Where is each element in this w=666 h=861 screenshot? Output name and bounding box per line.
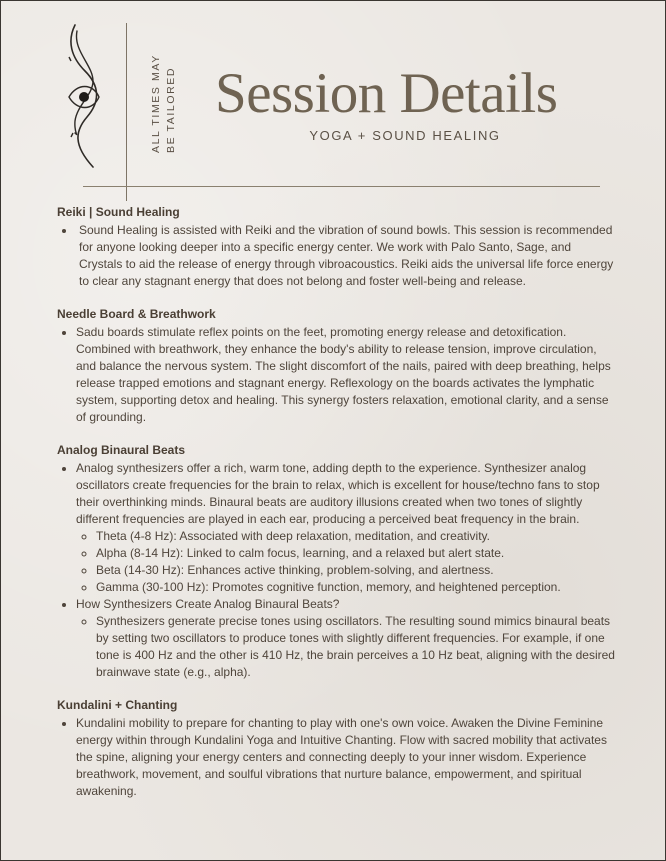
sub-bullet-list (76, 528, 617, 596)
list-item: • Sound Healing is assisted with Reiki and the vibration of sound bowls. This session is recommended for anyone looking deeper into a specific energy center. We work with Palo Santo, Sage, and Crystals to aid the release of energy through vibroacoustics. Reiki aids the universal life force energy to clear any stagnant energy that does not belong and foster well-being and release. (76, 222, 617, 290)
section-heading: Kundalini + Chanting (57, 698, 178, 712)
section-heading: Needle Board & Breathwork (57, 307, 216, 321)
bullet-list (57, 222, 617, 290)
list-item (76, 460, 617, 596)
vertical-note (149, 53, 179, 153)
list-item: • Sadu boards stimulate reflex points on the feet, promoting energy release and detoxification. Combined with breathwork, they enhance the body's ability to release tension, improve circulation, and balance the nervous system. The slight discomfort of the nails, paired with deep breathing, helps release trapped emotions and stagnant energy. Reflexology on the boards activates the lymphatic system, supporting detox and healing. This synergy fosters relaxation, emotional clarity, and a sense of grounding. (76, 324, 617, 426)
section-heading: Analog Binaural Beats (57, 443, 186, 457)
bullet-list (57, 715, 617, 800)
header-horizontal-divider (83, 186, 600, 187)
page-title: Session Details (215, 62, 558, 125)
list-item-text: How Synthesizers Create Analog Binaural Beats? (76, 597, 340, 611)
eye-serpent-logo-icon (63, 21, 107, 171)
bullet-list (57, 460, 617, 681)
section-needle-board-breathwork (57, 307, 617, 426)
list-item (76, 596, 617, 681)
sub-list-item: ◦ Alpha (8-14 Hz): Linked to calm focus, learning, and a relaxed but alert state. (96, 545, 617, 562)
section-heading: Reiki | Sound Healing (57, 205, 180, 219)
header-vertical-divider (126, 23, 127, 201)
list-item: • Kundalini mobility to prepare for chanting to play with one's own voice. Awaken the Divine Feminine energy within through Kundalini Yoga and Intuitive Chanting. Flow with sacred mobility that activates the spine, aligning your energy centers and connecting deeply to your inner wisdom. Experience breathwork, movement, and soulful vibrations that nurture balance, empowerment, and spiritual awakening. (76, 715, 617, 800)
section-reiki-sound-healing (57, 205, 617, 290)
sub-list-item: ◦ Beta (14-30 Hz): Enhances active thinking, problem-solving, and alertness. (96, 562, 617, 579)
session-list (57, 205, 617, 817)
sub-bullet-list (76, 613, 617, 681)
bullet-list (57, 324, 617, 426)
list-item-text: Analog synthesizers offer a rich, warm tone, adding depth to the experience. Synthesizer analog oscillators create frequencies for the brain to relax, which is excellent for house/techno fans to stop their overthinking minds. Binaural beats are auditory illusions created when two tones of slightly different frequencies are played in each ear, producing a perceived beat frequency in the brain. (76, 461, 600, 526)
vertical-note-line-2: BE TAILORED (165, 66, 177, 153)
vertical-note-line-1: ALL TIMES MAY (150, 54, 162, 153)
page-subtitle: YOGA + SOUND HEALING (309, 128, 501, 143)
sub-list-item: ◦ Synthesizers generate precise tones using oscillators. The resulting sound mimics binaural beats by setting two oscillators to produce tones with slightly different frequencies. For example, if one tone is 400 Hz and the other is 410 Hz, the brain perceives a 10 Hz beat, aligning with the desired brainwave state (e.g., alpha). (96, 613, 617, 681)
sub-list-item: ◦ Theta (4-8 Hz): Associated with deep relaxation, meditation, and creativity. (96, 528, 617, 545)
section-analog-binaural-beats (57, 443, 617, 681)
section-kundalini-chanting (57, 698, 617, 800)
sub-list-item: ◦ Gamma (30-100 Hz): Promotes cognitive function, memory, and heightened perception. (96, 579, 617, 596)
